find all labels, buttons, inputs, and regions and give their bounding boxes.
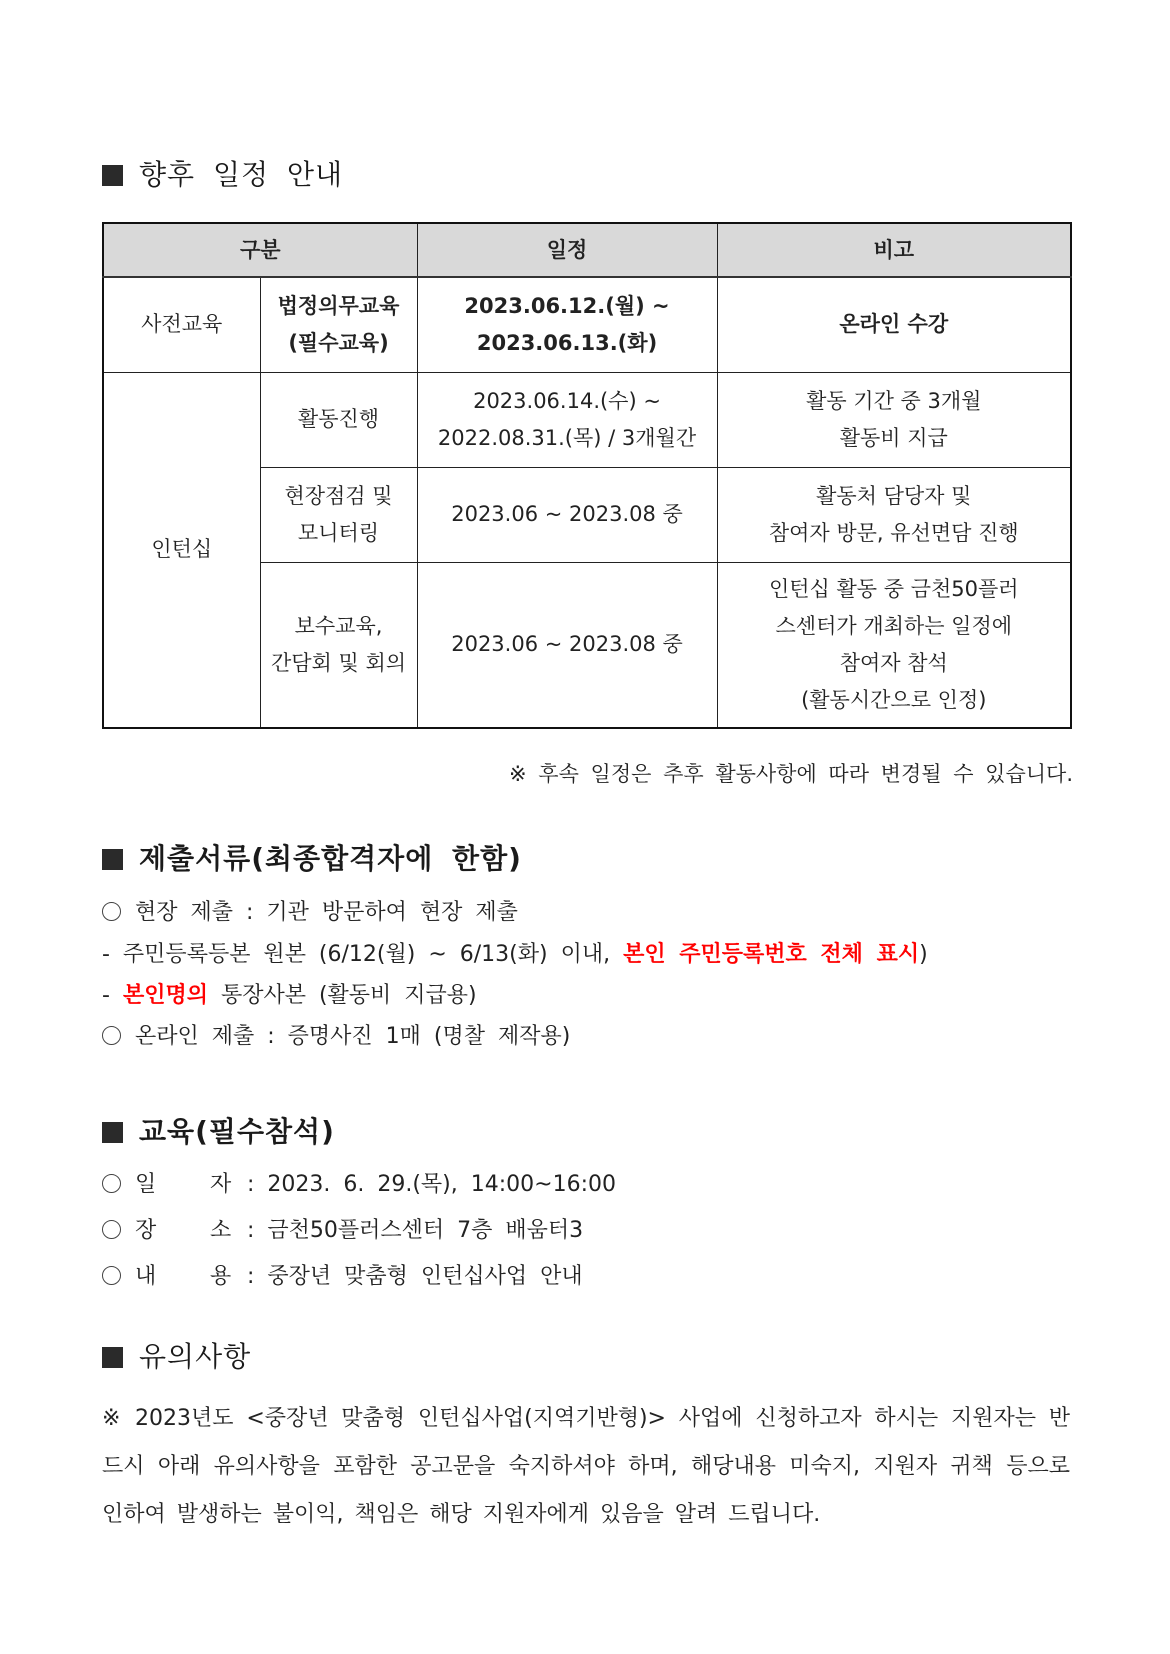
section-title-documents: 제출서류(최종합격자에 한함) (102, 842, 522, 876)
circle-bullet-icon (102, 1174, 121, 1193)
onsite-submission: 현장 제출 : 기관 방문하여 현장 제출 (102, 898, 518, 928)
schedule-note: ※ 후속 일정은 추후 활동사항에 따라 변경될 수 있습니다. (509, 762, 1073, 786)
highlight-text: 본인 주민등록번호 전체 표시 (623, 942, 920, 967)
circle-bullet-icon (102, 1220, 121, 1239)
header-remark: 비고 (717, 223, 1071, 277)
cell-subcategory: 현장점검 및 모니터링 (260, 467, 417, 562)
cell-subcategory: 활동진행 (260, 372, 417, 467)
header-schedule: 일정 (417, 223, 717, 277)
square-bullet-icon (102, 1347, 123, 1368)
cell-schedule: 2023.06 ~ 2023.08 중 (417, 467, 717, 562)
table-header-row (103, 223, 1071, 277)
section-title-notice: 유의사항 (102, 1340, 251, 1374)
document-item-bankbook: - 본인명의 통장사본 (활동비 지급용) (102, 983, 477, 1008)
section-title-education: 교육(필수참석) (102, 1115, 335, 1149)
circle-bullet-icon (102, 1026, 121, 1045)
document-item-resident-register: - 주민등록등본 원본 (6/12(월) ~ 6/13(화) 이내, 본인 주민등록번호 전체 표시) (102, 942, 928, 967)
cell-category: 사전교육 (103, 277, 260, 372)
cell-remark: 활동 기간 중 3개월 활동비 지급 (717, 372, 1071, 467)
education-content: 내 용 : 중장년 맞춤형 인턴십사업 안내 (102, 1262, 583, 1292)
cell-remark: 활동처 담당자 및 참여자 방문, 유선면담 진행 (717, 467, 1071, 562)
cell-schedule: 2023.06.14.(수) ~ 2022.08.31.(목) / 3개월간 (417, 372, 717, 467)
table-row (103, 372, 1071, 467)
square-bullet-icon (102, 849, 123, 870)
square-bullet-icon (102, 165, 123, 186)
header-category: 구분 (103, 223, 417, 277)
education-place: 장 소 : 금천50플러스센터 7층 배움터3 (102, 1216, 583, 1246)
circle-bullet-icon (102, 902, 121, 921)
square-bullet-icon (102, 1122, 123, 1143)
online-submission: 온라인 제출 : 증명사진 1매 (명찰 제작용) (102, 1022, 570, 1052)
section-title-schedule: 향후 일정 안내 (102, 158, 343, 192)
cell-remark: 인턴십 활동 중 금천50플러 스센터가 개최하는 일정에 참여자 참석 (활동시간으로 인정) (717, 562, 1071, 728)
cell-subcategory: 법정의무교육 (필수교육) (260, 277, 417, 372)
cell-remark: 온라인 수강 (717, 277, 1071, 372)
table-row (103, 277, 1071, 372)
highlight-text: 본인명의 (122, 983, 208, 1008)
cell-schedule: 2023.06 ~ 2023.08 중 (417, 562, 717, 728)
cell-subcategory: 보수교육, 간담회 및 회의 (260, 562, 417, 728)
cell-schedule: 2023.06.12.(월) ~ 2023.06.13.(화) (417, 277, 717, 372)
education-date: 일 자 : 2023. 6. 29.(목), 14:00~16:00 (102, 1170, 616, 1200)
schedule-table (102, 222, 1072, 729)
cell-category: 인턴십 (103, 372, 260, 728)
circle-bullet-icon (102, 1266, 121, 1285)
notice-paragraph: ※ 2023년도 <중장년 맞춤형 인턴십사업(지역기반형)> 사업에 신청하고자 하시는 지원자는 반드시 아래 유의사항을 포함한 공고문을 숙지하셔야 하며, 해당내용 미숙지, 지원자 귀책 등으로 인하여 발생하는 불이익, 책임은 해당 지원자에게 있음을 알려 드립니다. (102, 1406, 1070, 1527)
